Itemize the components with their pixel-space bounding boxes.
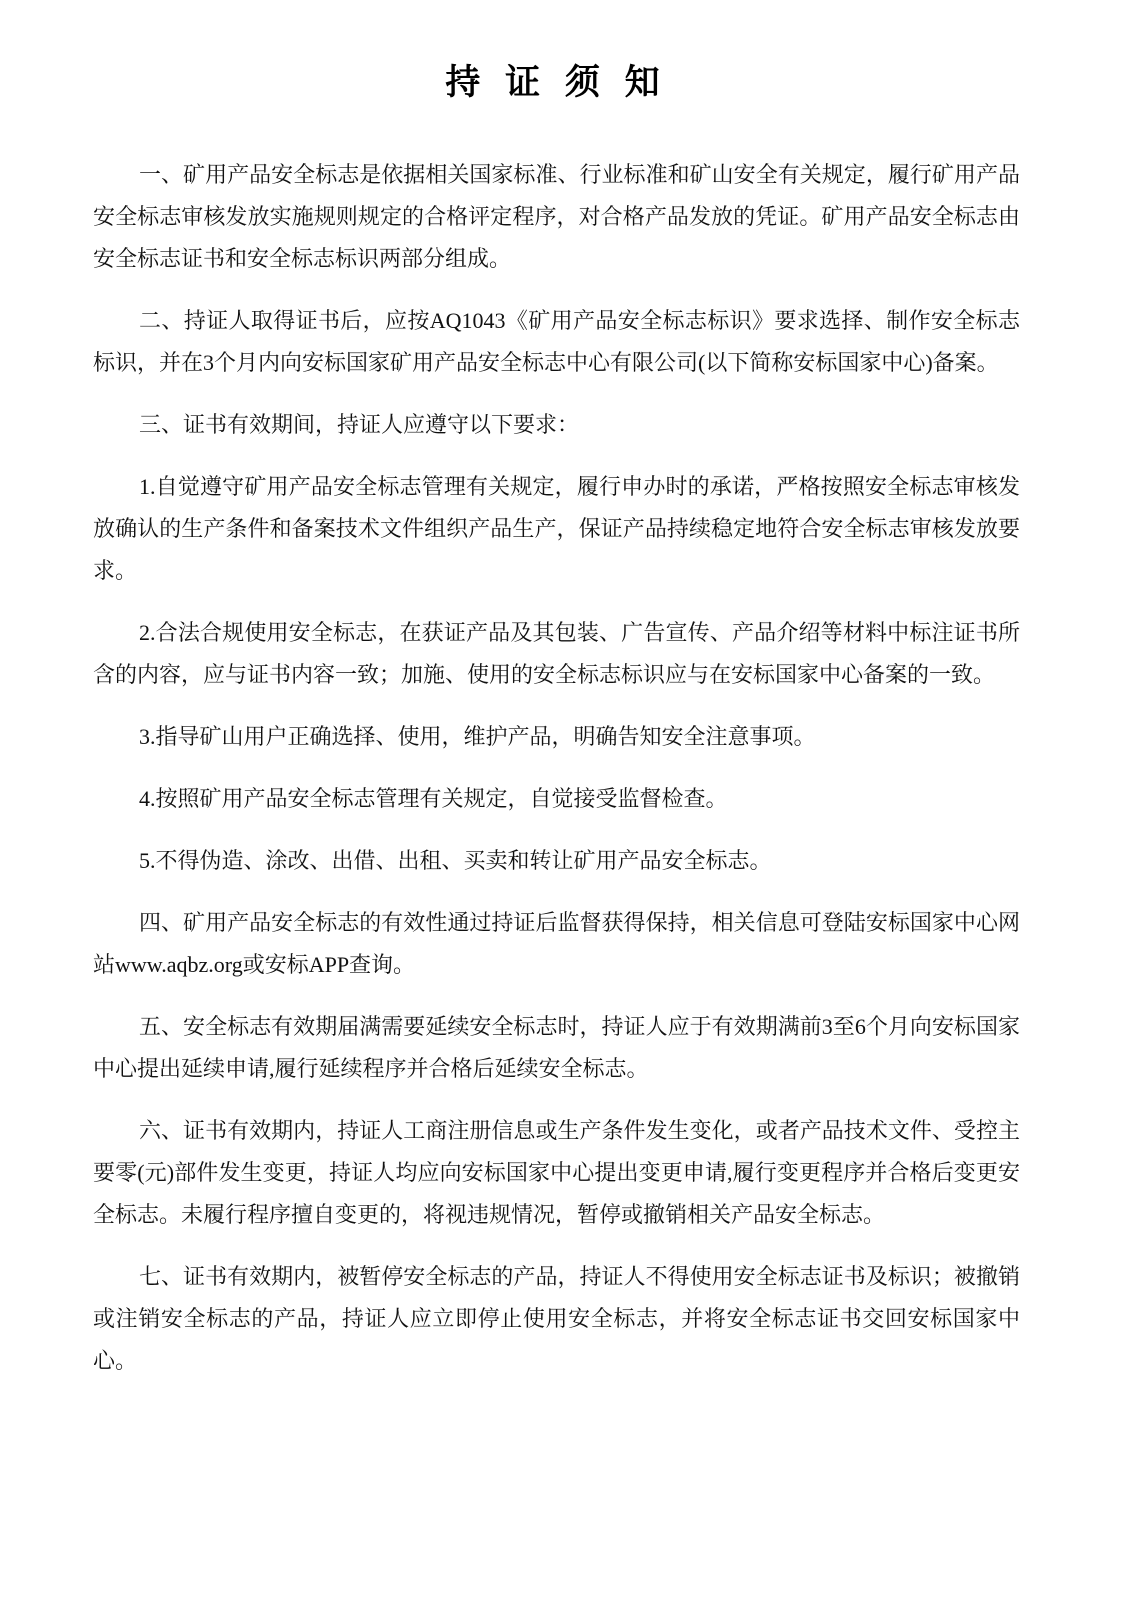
paragraph-3-item-4: 4.按照矿用产品安全标志管理有关规定，自觉接受监督检查。 (139, 786, 728, 811)
paragraph-2: 二、持证人取得证书后，应按AQ1043《矿用产品安全标志标识》要求选择、制作安全标志标识，并在3个月内向安标国家矿用产品安全标志中心有限公司(以下简称安标国家中心)备案。 (93, 308, 1020, 375)
paragraph-4: 四、矿用产品安全标志的有效性通过持证后监督获得保持，相关信息可登陆安标国家中心网站www.aqbz.org或安标APP查询。 (93, 910, 1020, 977)
paragraph-3: 三、证书有效期间，持证人应遵守以下要求： (139, 412, 580, 437)
paragraph-6: 六、证书有效期内，持证人工商注册信息或生产条件发生变化，或者产品技术文件、受控主要零(元)部件发生变更，持证人均应向安标国家中心提出变更申请,履行变更程序并合格后变更安全标志。未履行程序擅自变更的，将视违规情况，暂停或撤销相关产品安全标志。 (93, 1118, 1020, 1227)
paragraph-7: 七、证书有效期内，被暂停安全标志的产品，持证人不得使用安全标志证书及标识；被撤销或注销安全标志的产品，持证人应立即停止使用安全标志，并将安全标志证书交回安标国家中心。 (93, 1264, 1020, 1373)
paragraph-3-item-3: 3.指导矿山用户正确选择、使用，维护产品，明确告知安全注意事项。 (139, 724, 816, 749)
paragraph-5: 五、安全标志有效期届满需要延续安全标志时，持证人应于有效期满前3至6个月向安标国家中心提出延续申请,履行延续程序并合格后延续安全标志。 (93, 1014, 1020, 1081)
paragraph-3-item-5: 5.不得伪造、涂改、出借、出租、买卖和转让矿用产品安全标志。 (139, 848, 772, 873)
paragraph-1: 一、矿用产品安全标志是依据相关国家标准、行业标准和矿山安全有关规定，履行矿用产品安全标志审核发放实施规则规定的合格评定程序，对合格产品发放的凭证。矿用产品安全标志由安全标志证书和安全标志标识两部分组成。 (93, 162, 1020, 271)
paragraph-3-item-2: 2.合法合规使用安全标志，在获证产品及其包装、广告宣传、产品介绍等材料中标注证书所含的内容，应与证书内容一致；加施、使用的安全标志标识应与在安标国家中心备案的一致。 (93, 620, 1020, 687)
page-title: 持 证 须 知 (445, 63, 668, 102)
paragraph-3-item-1: 1.自觉遵守矿用产品安全标志管理有关规定，履行申办时的承诺，严格按照安全标志审核发放确认的生产条件和备案技术文件组织产品生产，保证产品持续稳定地符合安全标志审核发放要求。 (93, 474, 1020, 583)
